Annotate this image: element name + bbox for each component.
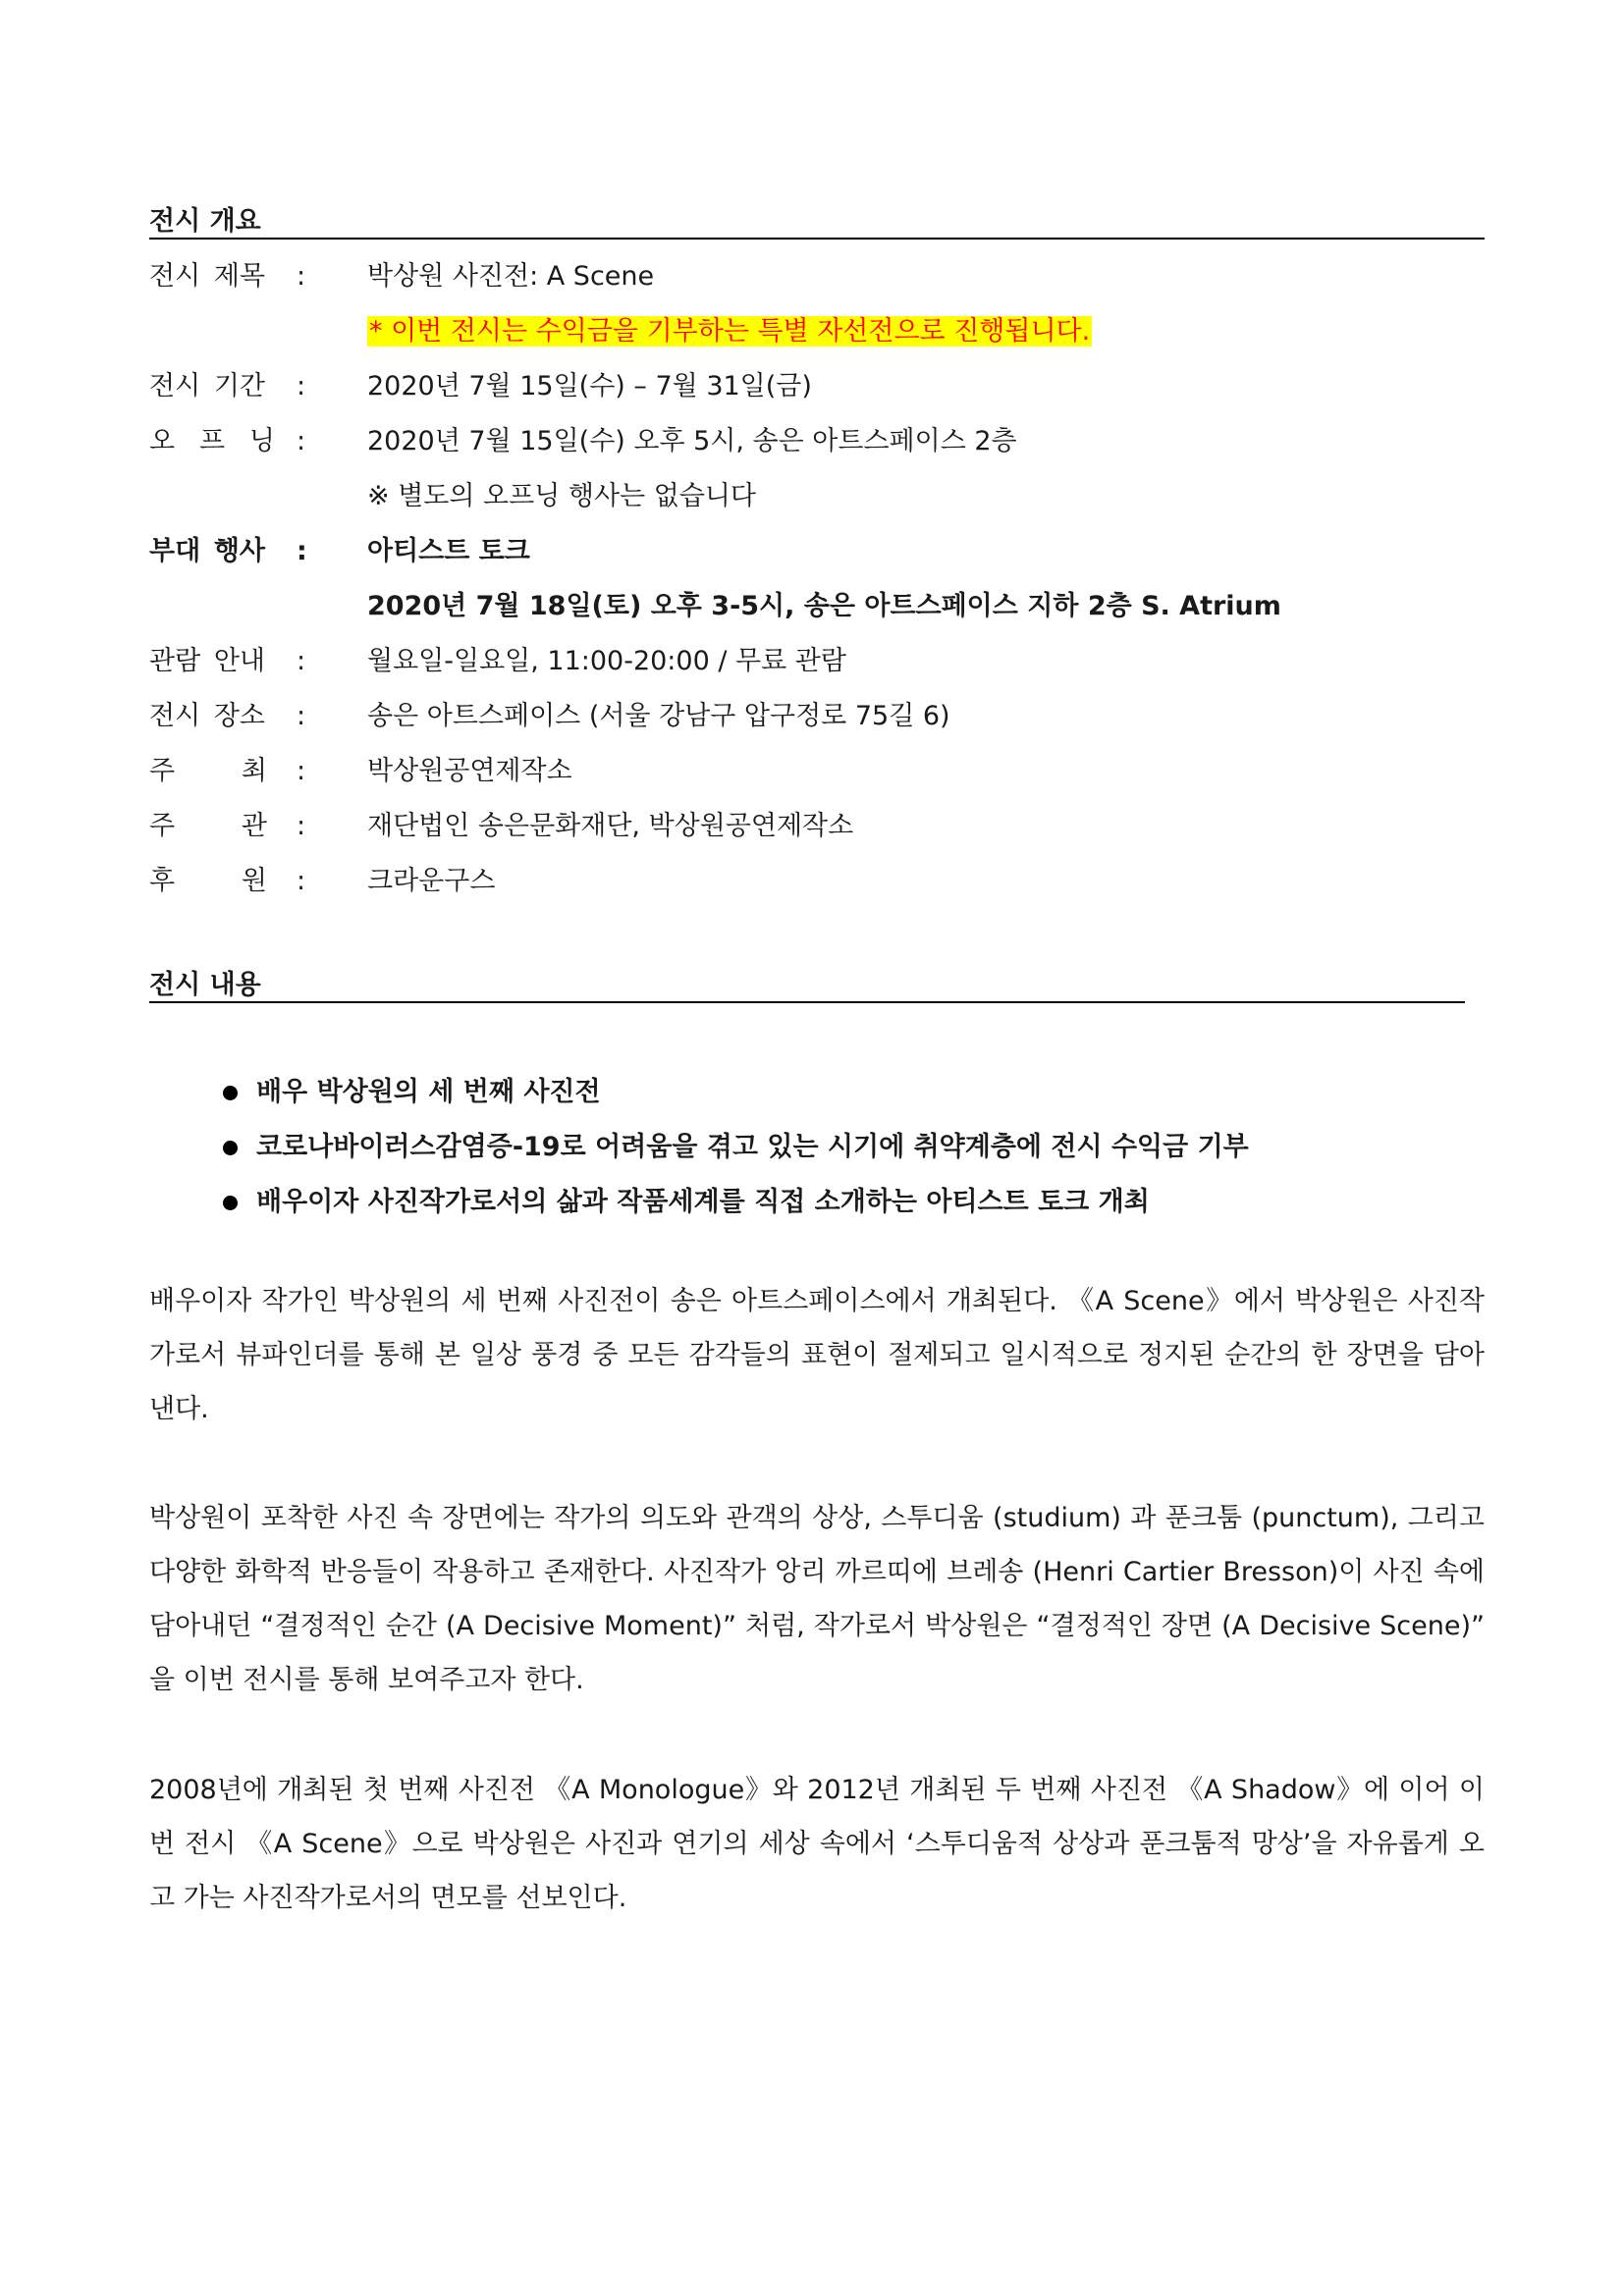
- overview-row-label-part: 장소: [213, 701, 265, 731]
- body-paragraph: 배우이자 작가인 박상원의 세 번째 사진전이 송은 아트스페이스에서 개최된다. 《A Scene》에서 박상원은 사진작가로서 뷰파인더를 통해 본 일상 풍경 중 모든 감각들의 표현이 절제되고 일시적으로 정지된 순간의 한 장면을 담아낸다.: [149, 1286, 1485, 1424]
- bullet-icon: [223, 1141, 238, 1155]
- overview-row-label: [149, 752, 267, 791]
- overview-row-label-part: 제목: [213, 261, 265, 292]
- overview-row-value: 아티스트 토크: [367, 536, 530, 566]
- bullet-icon: [223, 1086, 238, 1100]
- overview-row-label: [149, 807, 267, 846]
- overview-row-value: 2020년 7월 15일(수) – 7월 31일(금): [367, 371, 812, 401]
- charity-notice: * 이번 전시는 수익금을 기부하는 특별 자선전으로 진행됩니다.: [369, 316, 1091, 347]
- overview-row-label: [149, 642, 265, 681]
- overview-row-colon: :: [297, 646, 306, 676]
- overview-row-label: [149, 257, 265, 296]
- overview-row-value: 박상원공연제작소: [367, 756, 572, 786]
- overview-row-label: [149, 697, 265, 736]
- overview-row-label-part: 부대: [149, 536, 201, 566]
- overview-row-colon: :: [297, 536, 307, 566]
- overview-row-label-part: 후: [149, 866, 176, 896]
- overview-row-label: [149, 862, 267, 901]
- overview-row-colon: :: [297, 811, 306, 841]
- overview-row-value: 크라운구스: [367, 866, 496, 896]
- content-heading-rule: [149, 1001, 1465, 1003]
- overview-row-value: 2020년 7월 18일(토) 오후 3-5시, 송은 아트스페이스 지하 2층 S. Atrium: [367, 591, 1281, 621]
- overview-row-label-part: 전시: [149, 701, 201, 731]
- body-paragraph: 박상원이 포착한 사진 속 장면에는 작가의 의도와 관객의 상상, 스투디움 (studium) 과 푼크툼 (punctum), 그리고 다양한 화학적 반응들이 작용하고 존재한다. 사진작가 앙리 까르띠에 브레송 (Henri Cartier Bresson)이 사진 속에 담아내던 “결정적인 순간 (A Decisive Moment)” 처럼, 작가로서 박상원은 “결정적인 장면 (A Decisive Scene)” 을 이번 전시를 통해 보여주고자 한다.: [149, 1503, 1485, 1695]
- overview-row-label-part: 오: [149, 426, 176, 456]
- overview-row-value: 월요일-일요일, 11:00-20:00 / 무료 관람: [367, 646, 846, 676]
- overview-row-colon: :: [297, 371, 306, 401]
- overview-row-label-part: 관: [241, 811, 267, 841]
- overview-row-colon: :: [297, 426, 306, 456]
- overview-row-colon: :: [297, 756, 306, 786]
- overview-row-label-part: 기간: [213, 371, 265, 401]
- overview-row-label-part: 관람: [149, 646, 201, 676]
- overview-row-label-part: 행사: [213, 536, 265, 566]
- overview-row-label: [149, 532, 265, 571]
- overview-row-value: 박상원 사진전: A Scene: [367, 261, 655, 292]
- overview-row-label-part: 닝: [248, 426, 275, 456]
- content-heading: 전시 내용: [149, 970, 261, 1000]
- overview-row-label: [149, 422, 275, 461]
- highlight-item: [221, 1065, 1249, 1120]
- overview-row-value: 송은 아트스페이스 (서울 강남구 압구정로 75길 6): [367, 701, 950, 731]
- body-paragraph: 2008년에 개최된 첫 번째 사진전 《A Monologue》와 2012년 개최된 두 번째 사진전 《A Shadow》에 이어 이번 전시 《A Scene》으로 박상원은 사진과 연기의 세상 속에서 ‘스투디움적 상상과 푼크툼적 망상’을 자유롭게 오고 가는 사진작가로서의 면모를 선보인다.: [149, 1775, 1485, 1913]
- overview-row-colon: :: [297, 701, 306, 731]
- overview-row-label-part: 프: [198, 426, 226, 456]
- overview-row-label-part: 전시: [149, 261, 201, 292]
- overview-row-label-part: 원: [241, 866, 267, 896]
- overview-row-label-part: 최: [241, 756, 267, 786]
- overview-row-value: 2020년 7월 15일(수) 오후 5시, 송은 아트스페이스 2층: [367, 426, 1017, 456]
- overview-row-colon: :: [297, 261, 306, 292]
- overview-row-label-part: 전시: [149, 371, 201, 401]
- overview-row-value: ※ 별도의 오프닝 행사는 없습니다: [367, 481, 757, 511]
- overview-row-label-part: 안내: [213, 646, 265, 676]
- overview-row-colon: :: [297, 866, 306, 896]
- overview-row-label: [149, 367, 265, 406]
- highlight-item: [221, 1175, 1249, 1230]
- highlight-text: 배우이자 사진작가로서의 삶과 작품세계를 직접 소개하는 아티스트 토크 개최: [256, 1187, 1150, 1217]
- overview-row-value: 재단법인 송은문화재단, 박상원공연제작소: [367, 811, 854, 841]
- overview-heading: 전시 개요: [149, 206, 261, 237]
- highlight-list: [221, 1065, 1249, 1230]
- overview-row-label-part: 주: [149, 756, 176, 786]
- overview-heading-rule: [149, 238, 1485, 240]
- highlight-item: [221, 1120, 1249, 1175]
- overview-row-label-part: 주: [149, 811, 176, 841]
- bullet-icon: [223, 1196, 238, 1210]
- highlight-text: 코로나바이러스감염증-19로 어려움을 겪고 있는 시기에 취약계층에 전시 수익금 기부: [256, 1132, 1249, 1162]
- highlight-text: 배우 박상원의 세 번째 사진전: [256, 1077, 601, 1107]
